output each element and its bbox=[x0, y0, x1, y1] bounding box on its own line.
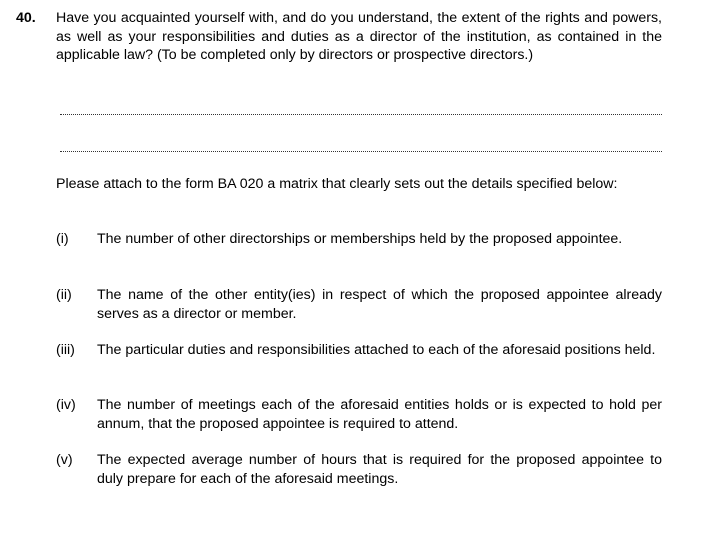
answer-line[interactable] bbox=[60, 114, 662, 116]
list-item-text: The expected average number of hours that is required for the proposed appointee to duly prepare for each of the aforesaid meetings. bbox=[97, 452, 662, 487]
list-item-marker: (iv) bbox=[56, 397, 76, 413]
list-item-marker: (v) bbox=[56, 452, 73, 468]
list-item-marker: (i) bbox=[56, 231, 69, 247]
list-item-text: The number of other directorships or memberships held by the proposed appointee. bbox=[97, 231, 623, 247]
question-text: Have you acquainted yourself with, and do you understand, the extent of the rights and powers, as well as your responsibilities and duties as a director of the institution, as contained in the applicable law? (To be completed only by directors or prospective directors.) bbox=[56, 10, 662, 63]
answer-line[interactable] bbox=[60, 151, 662, 153]
list-item-marker: (ii) bbox=[56, 287, 72, 303]
list-item-marker: (iii) bbox=[56, 342, 75, 358]
list-item-text: The particular duties and responsibilities attached to each of the aforesaid positions held. bbox=[97, 342, 656, 358]
question-number: 40. bbox=[16, 10, 36, 26]
list-item-text: The name of the other entity(ies) in respect of which the proposed appointee already serves as a director or member. bbox=[97, 287, 662, 322]
attachment-instruction: Please attach to the form BA 020 a matrix that clearly sets out the details specified below: bbox=[56, 176, 618, 192]
list-item-text: The number of meetings each of the aforesaid entities holds or is expected to hold per annum, that the proposed appointee is required to attend. bbox=[97, 397, 662, 432]
